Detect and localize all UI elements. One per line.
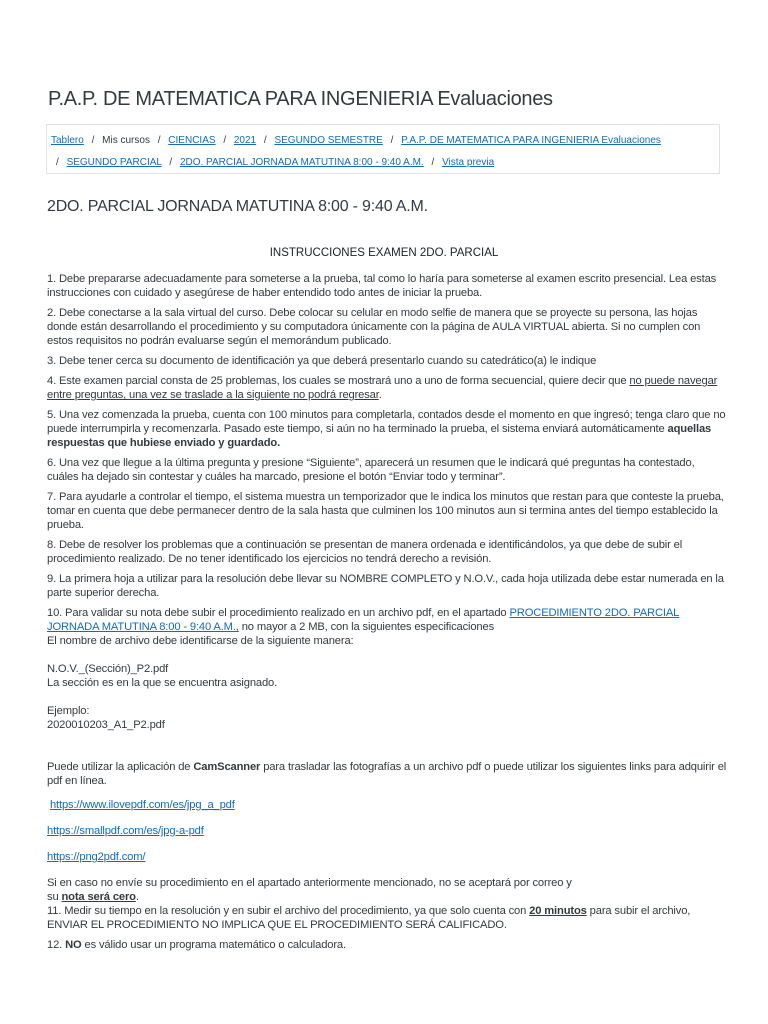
- instruction-12: [47, 938, 727, 952]
- breadcrumb-vista-previa[interactable]: Vista previa: [442, 157, 495, 168]
- breadcrumb-separator: /: [263, 135, 267, 146]
- breadcrumb-line-1: [51, 130, 713, 152]
- camscanner-note: [47, 760, 727, 788]
- instruction-12-text: 12.: [47, 939, 66, 951]
- link-png2pdf-row: [47, 850, 727, 864]
- file-format-value: N.O.V._(Sección)_P2.pdf: [47, 663, 169, 675]
- link-ilovepdf[interactable]: https://www.ilovepdf.com/es/jpg_a_pdf: [49, 799, 235, 811]
- instructions-body: [47, 272, 727, 958]
- instruction-11: [47, 904, 727, 932]
- instruction-3: 3. Debe tener cerca su documento de identificación ya que deberá presentarlo cuando su catedrático(a) le indique: [47, 355, 597, 367]
- breadcrumb-semestre[interactable]: SEGUNDO SEMESTRE: [274, 135, 383, 146]
- breadcrumb-separator: /: [223, 135, 227, 146]
- instruction-4-end: .: [378, 389, 382, 401]
- link-ilovepdf-row: [47, 798, 727, 812]
- section-note: La sección es en la que se encuentra asignado.: [47, 677, 278, 689]
- instruction-5-text: 5. Una vez comenzada la prueba, cuenta con 100 minutos para completarla, contados desde el momento en que ingresó; tenga claro que no puede interrumpirla y recomenzarla. Pasado este tiempo, si aún no ha terminado la prueba, el sistema enviará automáticamente: [47, 409, 726, 435]
- breadcrumb-curso[interactable]: P.A.P. DE MATEMATICA PARA INGENIERIA Evaluaciones: [401, 135, 661, 146]
- breadcrumb-separator: /: [56, 157, 59, 168]
- breadcrumb-quiz[interactable]: 2DO. PARCIAL JORNADA MATUTINA 8:00 - 9:40 A.M.: [179, 157, 424, 168]
- link-smallpdf-row: [47, 824, 727, 838]
- breadcrumb-tablero[interactable]: Tablero: [51, 135, 84, 146]
- instruction-11-text: 11. Medir su tiempo en la resolución y en subir el archivo del procedimiento, ya que solo cuenta con: [47, 905, 530, 917]
- breadcrumb-line-2: [51, 152, 713, 174]
- instruction-4-text: 4. Este examen parcial consta de 25 problemas, los cuales se mostrará uno a uno de forma secuencial, quiere decir que: [47, 375, 630, 387]
- warning-underline: nota será cero: [61, 891, 136, 903]
- instruction-4: [47, 374, 727, 402]
- quiz-title: 2DO. PARCIAL JORNADA MATUTINA 8:00 - 9:40 A.M.: [47, 198, 428, 215]
- instruction-12-bold: NO: [65, 939, 82, 951]
- instruction-10-line2: El nombre de archivo debe identificarse de la siguiente manera:: [47, 635, 354, 647]
- instruction-7: 7. Para ayudarle a controlar el tiempo, el sistema muestra un temporizador que le indica los minutos que restan para que conteste la prueba, tomar en cuenta que debe permanecer dentro de la sala hasta que culminen los 100 minutos aun si termina antes del tiempo establecido la prueba.: [47, 491, 724, 531]
- warning-line1: Si en caso no envíe su procedimiento en el apartado anteriormente mencionado, no se aceptará por correo y: [47, 877, 572, 889]
- instruction-6: 6. Una vez que llegue a la última pregunta y presione “Siguiente”, aparecerá un resumen que le indicará qué preguntas ha contestado, cuáles ha dejado sin contestar y cuáles ha marcado, presione el botón “Enviar todo y terminar”.: [47, 457, 695, 483]
- instruction-11-end: para subir el archivo, ENVIAR EL PROCEDIMIENTO NO IMPLICA QUE EL PROCEDIMIENTO SERÁ CALIFICADO.: [47, 905, 691, 931]
- breadcrumb-mis-cursos: Mis cursos: [102, 135, 150, 146]
- breadcrumb-separator: /: [169, 157, 173, 168]
- instruction-8: 8. Debe de resolver los problemas que a continuación se presentan de manera ordenada e identificándolos, ya que debe de subir el procedimiento realizado. De no tener identificado los ejercicios no tendrá derecho a revisión.: [47, 539, 683, 565]
- example: [47, 704, 727, 732]
- instruction-10-text: 10. Para validar su nota debe subir el procedimiento realizado en un archivo pdf, en el apartado: [47, 607, 510, 619]
- breadcrumb-ciencias[interactable]: CIENCIAS: [168, 135, 216, 146]
- breadcrumb-separator: /: [431, 157, 435, 168]
- instruction-11-underline: 20 minutos: [529, 905, 587, 917]
- breadcrumb-separator: /: [157, 135, 161, 146]
- instructions-heading: INSTRUCCIONES EXAMEN 2DO. PARCIAL: [269, 247, 499, 259]
- instruction-4-underline: no puede navegar entre preguntas, una vez se traslade a la siguiente no podrá regresar: [47, 375, 718, 401]
- camscanner-bold: CamScanner: [193, 761, 261, 773]
- warning-text: su: [47, 891, 62, 903]
- breadcrumb: [46, 124, 720, 174]
- instruction-10-end: no mayor a 2 MB, con la siguientes especificaciones: [238, 621, 495, 633]
- warning: [47, 876, 727, 904]
- instruction-1: 1. Debe prepararse adecuadamente para someterse a la prueba, tal como lo haría para someterse al examen escrito presencial. Lea estas instrucciones con cuidado y asegúrese de haber entendido todo antes de iniciar la prueba.: [47, 273, 717, 299]
- breadcrumb-year[interactable]: 2021: [233, 135, 257, 146]
- example-value: 2020010203_A1_P2.pdf: [47, 719, 165, 731]
- link-png2pdf[interactable]: https://png2pdf.com/: [47, 851, 146, 863]
- warning-end: .: [135, 891, 139, 903]
- camscanner-text: Puede utilizar la aplicación de: [47, 761, 194, 773]
- instruction-5-bold: aquellas respuestas que hubiese enviado y guardado.: [47, 423, 712, 449]
- file-format: [47, 662, 727, 690]
- breadcrumb-separator: /: [390, 135, 394, 146]
- example-label: Ejemplo:: [47, 705, 90, 717]
- page-title: P.A.P. DE MATEMATICA PARA INGENIERIA Evaluaciones: [48, 88, 553, 110]
- instruction-5: [47, 408, 727, 450]
- instruction-10: [47, 606, 727, 648]
- procedimiento-link[interactable]: PROCEDIMIENTO 2DO. PARCIAL JORNADA MATUTINA 8:00 - 9:40 A.M.,: [47, 607, 680, 633]
- breadcrumb-separator: /: [91, 135, 95, 146]
- instruction-2: 2. Debe conectarse a la sala virtual del curso. Debe colocar su celular en modo selfie de manera que se proyecte su persona, las hojas donde están desarrollando el procedimiento y su computadora únicamente con la página de AULA VIRTUAL abierta. Si no cumplen con estos requisitos no podrán evaluarse según el memorándum publicado.: [47, 307, 701, 347]
- instruction-12-end: es válido usar un programa matemático o calculadora.: [81, 939, 346, 951]
- breadcrumb-parcial[interactable]: SEGUNDO PARCIAL: [66, 157, 162, 168]
- link-smallpdf[interactable]: https://smallpdf.com/es/jpg-a-pdf: [47, 825, 204, 837]
- camscanner-end: para trasladar las fotografías a un archivo pdf o puede utilizar los siguientes links para adquirir el pdf en línea.: [47, 761, 727, 787]
- instruction-9: 9. La primera hoja a utilizar para la resolución debe llevar su NOMBRE COMPLETO y N.O.V., cada hoja utilizada debe estar numerada en la parte superior derecha.: [47, 573, 724, 599]
